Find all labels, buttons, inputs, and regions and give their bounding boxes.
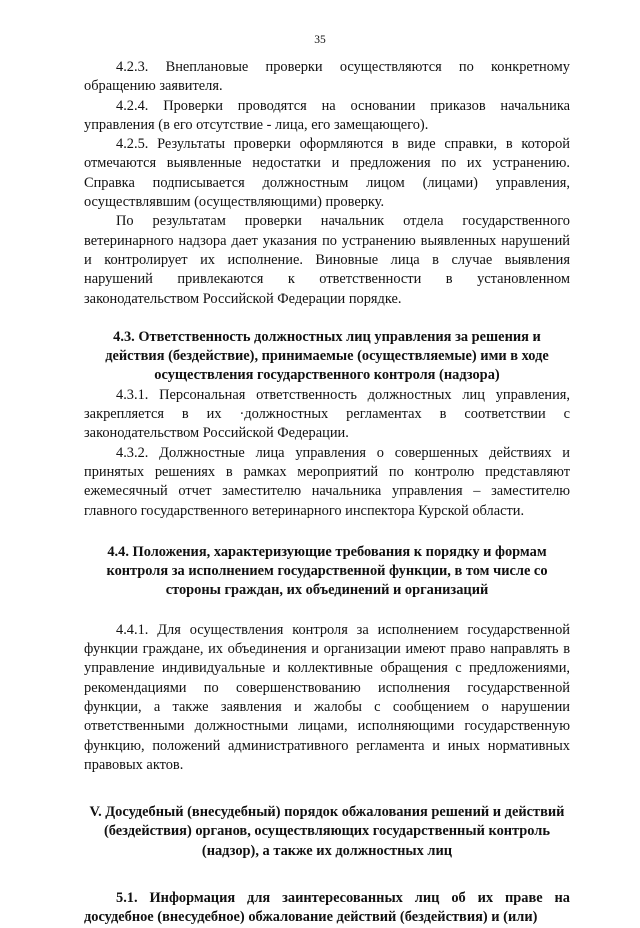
- paragraph-4-4-1: 4.4.1. Для осуществления контроля за исполнением государственной функции граждане, их объединения и организации имеют право направлять в управление индивидуальные и коллективные обращения с предложениями, рекомендациями по совершенствованию исполнения государственной функции, а также заявления и жалобы с сообщением о нарушении ответственными должностными лицами, исполняющими государственную функцию, положений административного регламента и иных нормативных правовых актов.: [84, 621, 570, 773]
- document-body: [84, 58, 570, 928]
- paragraph-4-2-3: 4.2.3. Внеплановые проверки осуществляются по конкретному обращению заявителя.: [84, 59, 570, 95]
- heading-4-3: 4.3. Ответственность должностных лиц управления за решения и действия (бездействие), принимаемые (осуществляемые) ими в ходе осуществления государственного контроля (надзора): [105, 328, 549, 384]
- paragraph-4-2-4: 4.2.4. Проверки проводятся на основании приказов начальника управления (в его отсутствие - лица, его замещающего).: [84, 97, 570, 133]
- heading-5-1: 5.1. Информация для заинтересованных лиц об их праве на досудебное (внесудебное) обжалование действий (бездействия) и (или): [84, 889, 570, 926]
- paragraph-4-3-2: 4.3.2. Должностные лица управления о совершенных действиях и принятых решениях в рамках мероприятий по контролю представляют ежемесячный отчет заместителю начальника управления – заместителю главного государственного ветеринарного инспектора Курской области.: [84, 444, 570, 519]
- heading-section-v: V. Досудебный (внесудебный) порядок обжалования решений и действий (бездействия) органов, осуществляющих государственный контроль (надзор), а также их должностных лиц: [89, 804, 565, 859]
- paragraph-4-2-5: 4.2.5. Результаты проверки оформляются в виде справки, в которой отмечаются выявленные недостатки и предложения по их устранению. Справка подписывается должностным лицом (лицами) управления, осуществлявшим (осуществляющими) проверку.: [84, 136, 570, 211]
- heading-4-4: 4.4. Положения, характеризующие требования к порядку и формам контроля за исполнением государственной функции, в том числе со стороны граждан, их объединений и организаций: [106, 543, 548, 599]
- paragraph-inspection-results: По результатам проверки начальник отдела государственного ветеринарного надзора дает указания по устранению выявленных нарушений и контролирует их исполнение. Виновные лица в случае выявления нарушений привлекаются к ответственности в установленном законодательством Российской Федерации порядке.: [84, 213, 570, 307]
- paragraph-4-3-1: 4.3.1. Персональная ответственность должностных лиц управления, закрепляется в их ·должностных регламентах в соответствии с законодательством Российской Федерации.: [84, 386, 570, 442]
- page-number: 35: [314, 34, 326, 46]
